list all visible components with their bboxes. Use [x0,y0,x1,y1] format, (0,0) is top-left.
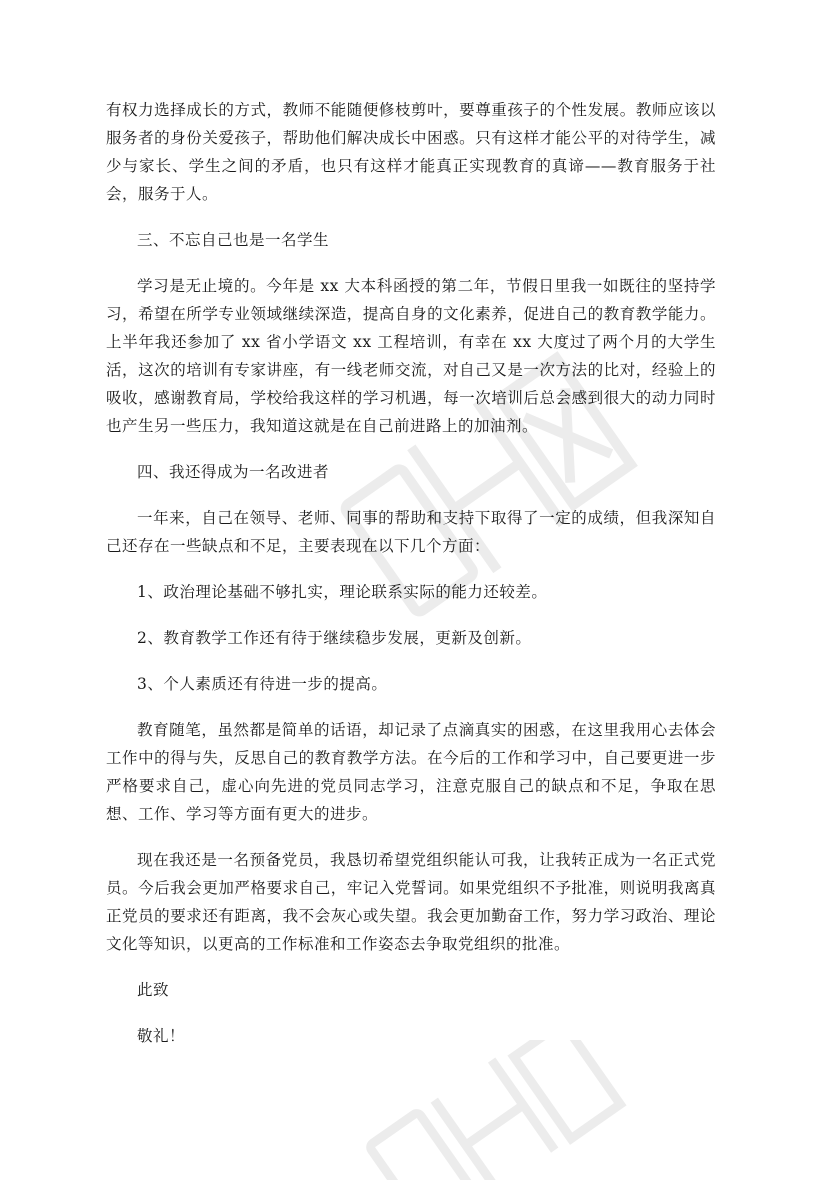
paragraph-continuation: 有权力选择成长的方式，教师不能随便修枝剪叶，要尊重孩子的个性发展。教师应该以服务者的身份关爱孩子，帮助他们解决成长中困惑。只有这样才能公平的对待学生，减少与家长、学生之间的矛盾，也只有这样才能真正实现教育的真谛——教育服务于社会，服务于人。 [106,101,716,203]
list-item-1: 1、政治理论基础不够扎实，理论联系实际的能力还较差。 [137,583,548,601]
paragraph-party-member: 现在我还是一名预备党员，我恳切希望党组织能认可我，让我转正成为一名正式党员。今后我会更加严格要求自己，牢记入党誓词。如果党组织不予批准，则说明我离真正党员的要求还有距离，我不会灰心或失望。我会更加勤奋工作，努力学习政治、理论文化等知识，以更高的工作标准和工作姿态去争取党组织的批准。 [106,851,716,953]
paragraph-learning: 学习是无止境的。今年是 xx 大本科函授的第二年，节假日里我一如既往的坚持学习，希望在所学专业领域继续深造，提高自身的文化素养，促进自己的教育教学能力。上半年我还参加了 xx 省小学语文 xx 工程培训，有幸在 xx 大度过了两个月的大学生活，这次的培训有专家讲座，有一线老师交流，对自己又是一次方法的比对，经验上的吸收，感谢教育局，学校给我这样的学习机遇，每一次培训后总会感到很大的动力同时也产生另一些压力，我知道这就是在自己前进路上的加油剂。 [106,277,716,435]
closing-salutation: 此致 [137,981,170,999]
document-body [106,96,716,1068]
closing-regards: 敬礼！ [137,1027,186,1045]
list-item-3: 3、个人素质还有待进一步的提高。 [137,675,388,693]
paragraph-reflection: 教育随笔，虽然都是简单的话语，却记录了点滴真实的困惑，在这里我用心去体会工作中的得与失，反思自己的教育教学方法。在今后的工作和学习中，自己要更进一步严格要求自己，虚心向先进的党员同志学习，注意克服自己的缺点和不足，争取在思想、工作、学习等方面有更大的进步。 [106,721,716,823]
section-heading-four: 四、我还得成为一名改进者 [137,463,330,481]
section-heading-three: 三、不忘自己也是一名学生 [137,231,330,249]
list-item-2: 2、教育教学工作还有待于继续稳步发展，更新及创新。 [137,629,532,647]
paragraph-shortcomings-intro: 一年来，自己在领导、老师、同事的帮助和支持下取得了一定的成绩，但我深知自己还存在一些缺点和不足，主要表现在以下几个方面： [106,509,716,555]
